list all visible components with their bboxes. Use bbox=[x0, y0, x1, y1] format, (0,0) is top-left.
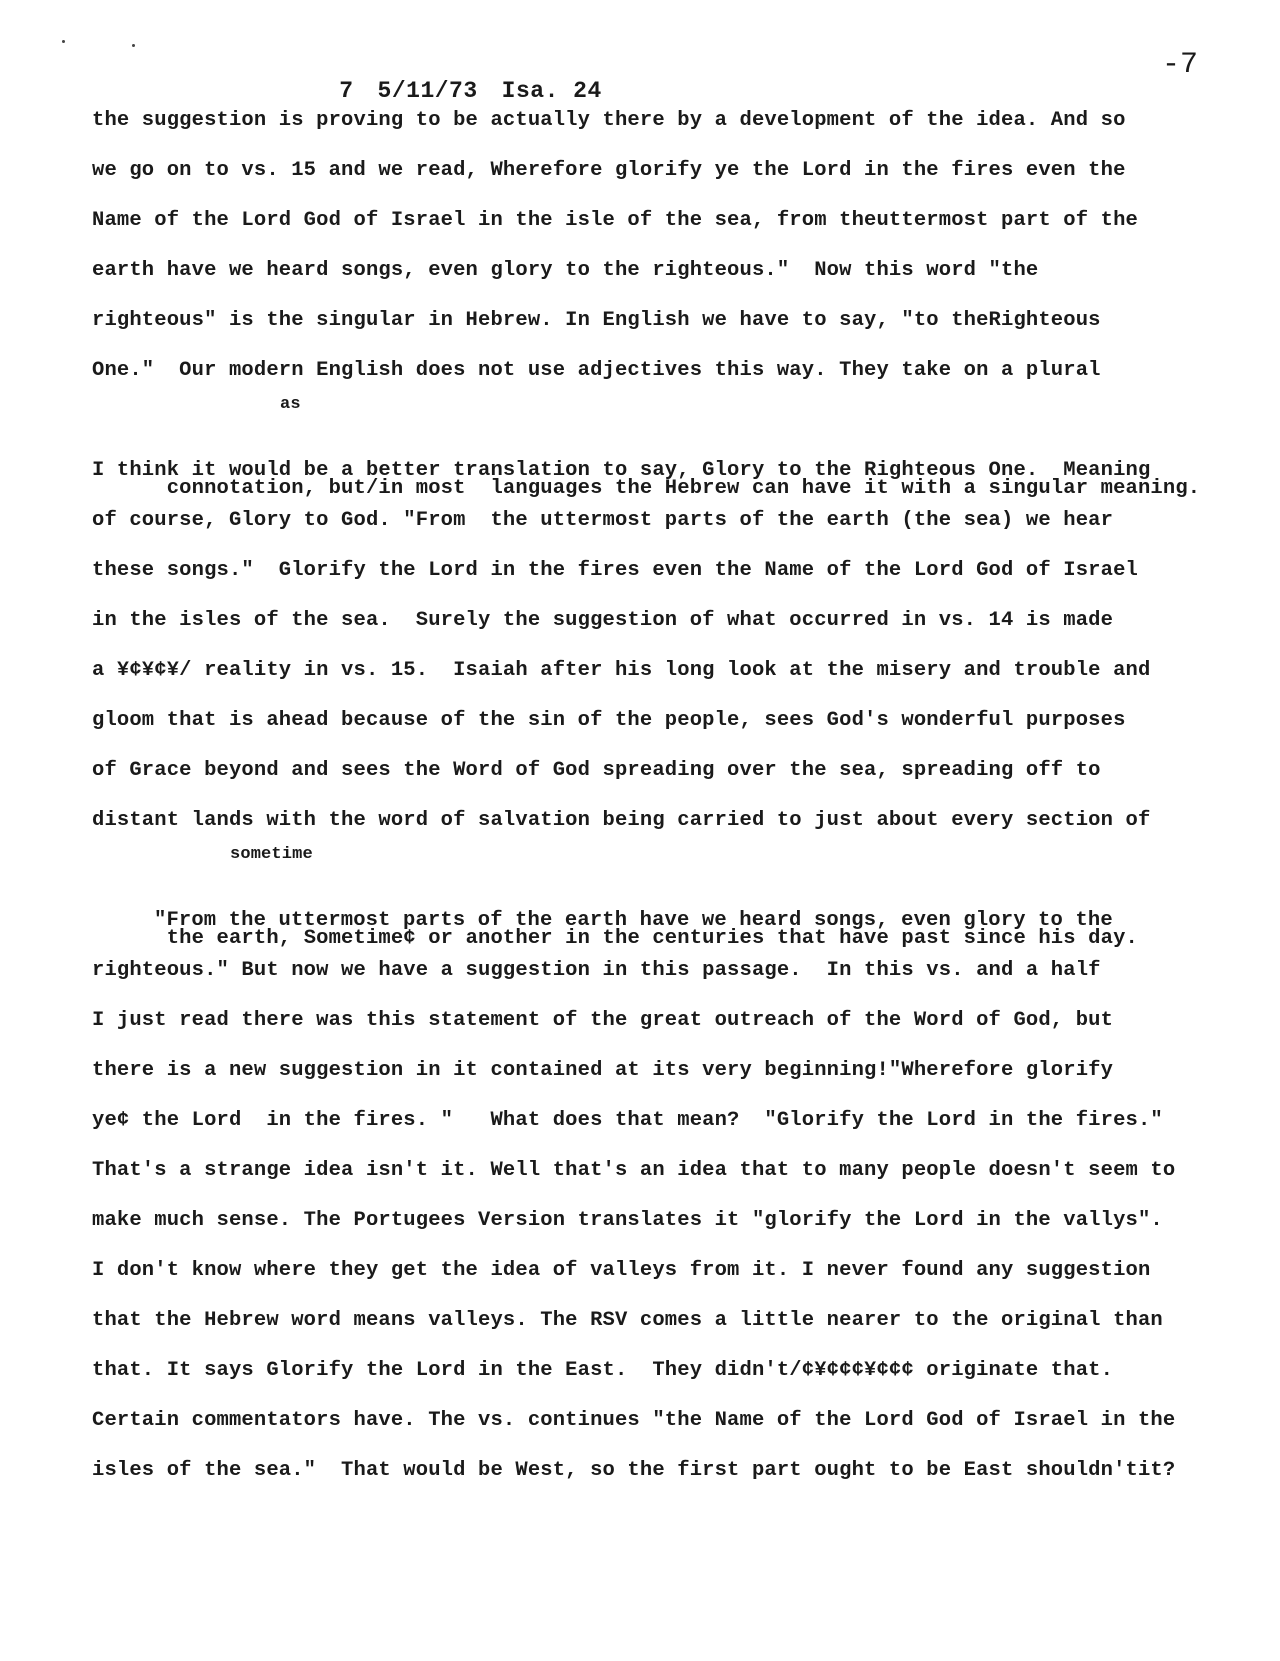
text-line: that the Hebrew word means valleys. The RSV comes a little nearer to the original than bbox=[92, 1309, 1163, 1332]
text-line: "From the uttermost parts of the earth have we heard songs, even glory to the bbox=[154, 909, 1113, 932]
text-line: I just read there was this statement of the great outreach of the Word of God, but bbox=[92, 1009, 1114, 1032]
text-line: a ¥¢¥¢¥/ reality in vs. 15. Isaiah after his long look at the misery and trouble and bbox=[92, 659, 1151, 682]
text-line: ye¢ the Lord in the fires. " What does that mean? "Glorify the Lord in the fires." bbox=[92, 1109, 1163, 1132]
text-line: these songs." Glorify the Lord in the fires even the Name of the Lord God of Israel bbox=[92, 559, 1138, 582]
text-line-content: connotation, but/in most languages the Hebrew can have it with a singular meaning. bbox=[166, 477, 1201, 500]
text-line: we go on to vs. 15 and we read, Wherefore glorify ye the Lord in the fires even the bbox=[92, 159, 1126, 182]
text-line: the suggestion is proving to be actually there by a development of the idea. And so bbox=[92, 109, 1126, 132]
text-line: distant lands with the word of salvation being carried to just about every section of bbox=[92, 809, 1151, 832]
text-line: gloom that is ahead because of the sin of the people, sees God's wonderful purposes bbox=[92, 709, 1126, 732]
text-line: isles of the sea." That would be West, so the first part ought to be East shouldn'tit? bbox=[92, 1459, 1176, 1482]
text-line: One." Our modern English does not use adjectives this way. They take on a plural bbox=[92, 359, 1101, 382]
scan-speck bbox=[62, 40, 65, 43]
text-line: Certain commentators have. The vs. continues "the Name of the Lord God of Israel in the bbox=[92, 1409, 1176, 1432]
text-line: of Grace beyond and sees the Word of God spreading over the sea, spreading off to bbox=[92, 759, 1101, 782]
text-line: make much sense. The Portugees Version translates it "glorify the Lord in the vallys". bbox=[92, 1209, 1163, 1232]
text-line: righteous" is the singular in Hebrew. In English we have to say, "to theRighteous bbox=[92, 309, 1101, 332]
text-line: of course, Glory to God. "From the uttermost parts of the earth (the sea) we hear bbox=[92, 509, 1114, 532]
body-text bbox=[92, 104, 1202, 1504]
scan-speck bbox=[132, 44, 135, 47]
header-date: 5/11/73 bbox=[377, 78, 478, 104]
text-line: in the isles of the sea. Surely the suggestion of what occurred in vs. 14 is made bbox=[92, 609, 1114, 632]
header-reference: Isa. 24 bbox=[501, 78, 602, 104]
page-number: -7 bbox=[1162, 48, 1199, 82]
text-line: I think it would be a better translation to say, Glory to the Righteous One. Meaning bbox=[92, 459, 1151, 482]
interlinear-insertion: sometime bbox=[230, 845, 313, 864]
text-line: righteous." But now we have a suggestion in this passage. In this vs. and a half bbox=[92, 959, 1101, 982]
interlinear-insertion: as bbox=[280, 395, 301, 414]
text-line: there is a new suggestion in it contained at its very beginning!"Wherefore glorify bbox=[92, 1059, 1114, 1082]
text-line: I don't know where they get the idea of valleys from it. I never found any suggestion bbox=[92, 1259, 1151, 1282]
text-line: That's a strange idea isn't it. Well that's an idea that to many people doesn't seem to bbox=[92, 1159, 1176, 1182]
text-line: that. It says Glorify the Lord in the East. They didn't/¢¥¢¢¢¥¢¢¢ originate that. bbox=[92, 1359, 1114, 1382]
text-line: earth have we heard songs, even glory to the righteous." Now this word "the bbox=[92, 259, 1039, 282]
text-line: Name of the Lord God of Israel in the isle of the sea, from theuttermost part of the bbox=[92, 209, 1138, 232]
text-line-content: the earth, Sometime¢ or another in the centuries that have past since his day. bbox=[166, 927, 1138, 950]
page-sequence: 7 bbox=[339, 78, 354, 104]
